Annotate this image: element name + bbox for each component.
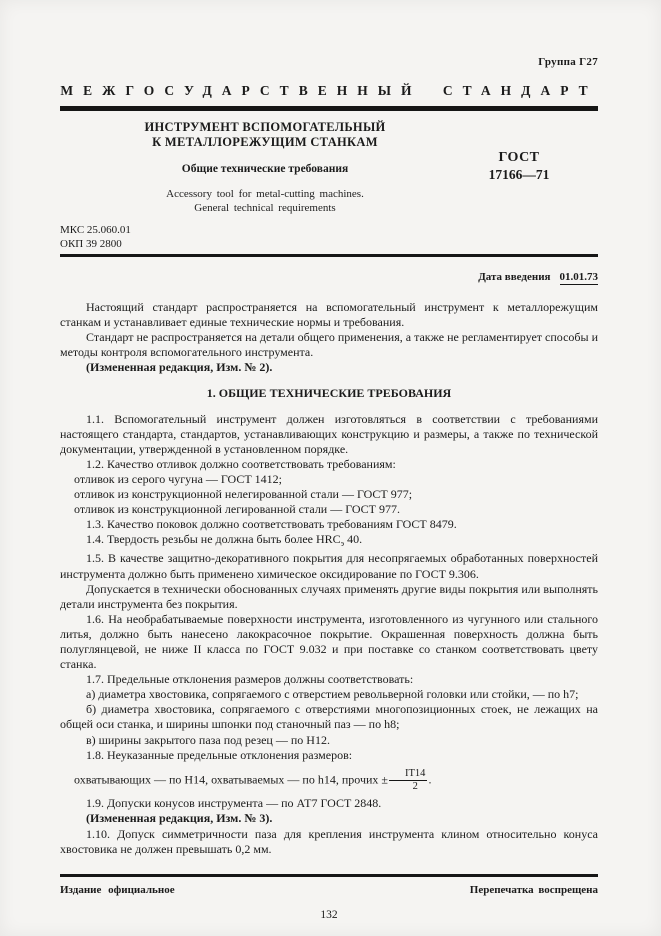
intro-paragraph-1: Настоящий стандарт распространяется на вспомогательный инструмент к металлорежущим станкам и устанавливает единые технические нормы и требования. — [60, 300, 598, 330]
paragraph-1-8: 1.8. Неуказанные предельные отклонения размеров: — [86, 747, 353, 762]
gost-number: 17166—71 — [488, 167, 550, 182]
document-title-line1: ИНСТРУМЕНТ ВСПОМОГАТЕЛЬНЫЙ — [144, 120, 386, 134]
fraction-denominator: 2 — [389, 780, 427, 792]
header-rule — [60, 106, 598, 111]
tolerance-suffix: . — [428, 772, 432, 787]
section-1-heading: 1. ОБЩИЕ ТЕХНИЧЕСКИЕ ТРЕБОВАНИЯ — [206, 386, 452, 401]
hrc-subscript: э — [340, 539, 345, 549]
section-amendment-note: (Измененная редакция, Изм. № 3). — [86, 811, 273, 826]
date-value: 01.01.73 — [559, 271, 598, 283]
gost-designation-block — [440, 120, 598, 215]
title-left-column — [60, 120, 440, 215]
paragraph-1-4-text: 1.4. Твердость резьбы не должна быть более HRC — [86, 532, 341, 547]
document-body — [60, 300, 598, 857]
fraction-numerator: IT14 — [405, 767, 426, 779]
casting-item-2: отливок из конструкционной нелегированной стали — ГОСТ 977; — [74, 487, 413, 502]
intro-paragraph-2: Стандарт не распространяется на детали общего применения, а также не регламентирует способы и методы контроля вспомогательного инструмента. — [60, 330, 599, 360]
paragraph-1-7v: в) ширины закрытого паза под резец — по H12. — [86, 732, 330, 747]
casting-item-3: отливок из конструкционной легированной стали — ГОСТ 977. — [74, 502, 401, 517]
title-english-line2: General technical requirements — [194, 201, 336, 214]
paragraph-1-5: 1.5. В качестве защитно-декоративного покрытия для несопрягаемых обработанных поверхностей инструмента должно быть применено химическое оксидирование по ГОСТ 9.306. — [60, 551, 598, 581]
casting-item-1: отливок из серого чугуна — ГОСТ 1412; — [74, 471, 283, 486]
official-edition-label: Издание официальное — [60, 883, 175, 896]
title-block — [60, 120, 598, 215]
paragraph-1-4 — [60, 532, 598, 551]
footer-rule — [60, 874, 598, 877]
paragraph-1-1: 1.1. Вспомогательный инструмент должен изготовляться в соответствии с требованиями настоящего стандарта, стандартов, устанавливающих конструкцию и размеры, а также по технической документации, утвержденной в установленном порядке. — [60, 411, 598, 456]
group-code: Группа Г27 — [538, 56, 598, 68]
gost-label: ГОСТ — [498, 150, 540, 165]
paragraph-1-7: 1.7. Предельные отклонения размеров должны соответствовать: — [86, 672, 414, 687]
paragraph-1-8-tolerances — [60, 768, 598, 793]
classification-codes — [60, 224, 598, 251]
intro-amendment-note: (Измененная редакция, Изм. № 2). — [86, 360, 273, 375]
reprint-prohibited-label: Перепечатка воспрещена — [469, 883, 598, 896]
okp-code: ОКП 39 2800 — [60, 237, 122, 250]
standard-type-heading: МЕЖГОСУДАРСТВЕННЫЙ СТАНДАРТ — [60, 83, 598, 98]
tolerance-text: охватывающих — по H14, охватываемых — по h14, прочих ± — [74, 772, 389, 787]
document-title-line2: К МЕТАЛЛОРЕЖУЩИМ СТАНКАМ — [152, 135, 378, 149]
document-title-english — [90, 188, 440, 215]
it14-fraction — [389, 768, 427, 793]
paragraph-1-7b: б) диаметра хвостовика, сопрягаемого с отверстиями многопозиционных стоек, не лежащих на общей оси станка, и ширины шпонки под станочный паз — по h8; — [60, 702, 598, 732]
date-label: Дата введения — [478, 271, 551, 283]
paragraph-1-3: 1.3. Качество поковок должно соответствовать требованиям ГОСТ 8479. — [86, 517, 457, 532]
page-number: 132 — [320, 908, 338, 921]
footer — [60, 884, 598, 896]
paragraph-1-2: 1.2. Качество отливок должно соответствовать требованиям: — [86, 456, 396, 471]
paragraph-1-9: 1.9. Допуски конусов инструмента — по АТ7 ГОСТ 2848. — [86, 796, 382, 811]
paragraph-1-4-suffix: 40. — [344, 532, 363, 547]
paragraph-1-7a: а) диаметра хвостовика, сопрягаемого с отверстием револьверной головки или стойки, — по h7; — [86, 687, 579, 702]
paragraph-1-10: 1.10. Допуск симметричности паза для крепления инструмента клином относительно конуса хвостовика не должен превышать 0,2 мм. — [60, 826, 598, 856]
document-subtitle: Общие технические требования — [181, 163, 349, 175]
title-english-line1: Accessory tool for metal-cutting machines. — [166, 188, 364, 200]
mks-code: МКС 25.060.01 — [60, 224, 131, 236]
paragraph-1-5-addendum: Допускается в технически обоснованных случаях применять другие виды покрытия или выполнять детали инструмента без покрытия. — [60, 581, 598, 611]
introduction-date-line — [60, 271, 598, 283]
paragraph-1-6: 1.6. На необрабатываемые поверхности инструмента, изготовленного из чугунного или стального литья, должно быть нанесено лакокрасочное покрытие. Окрашенная поверхность должна быть полуглянцевой, не ниже II класса по ГОСТ 9.032 и при поставке со станком соответствовать цвету станка. — [60, 611, 598, 672]
codes-rule — [60, 254, 598, 257]
